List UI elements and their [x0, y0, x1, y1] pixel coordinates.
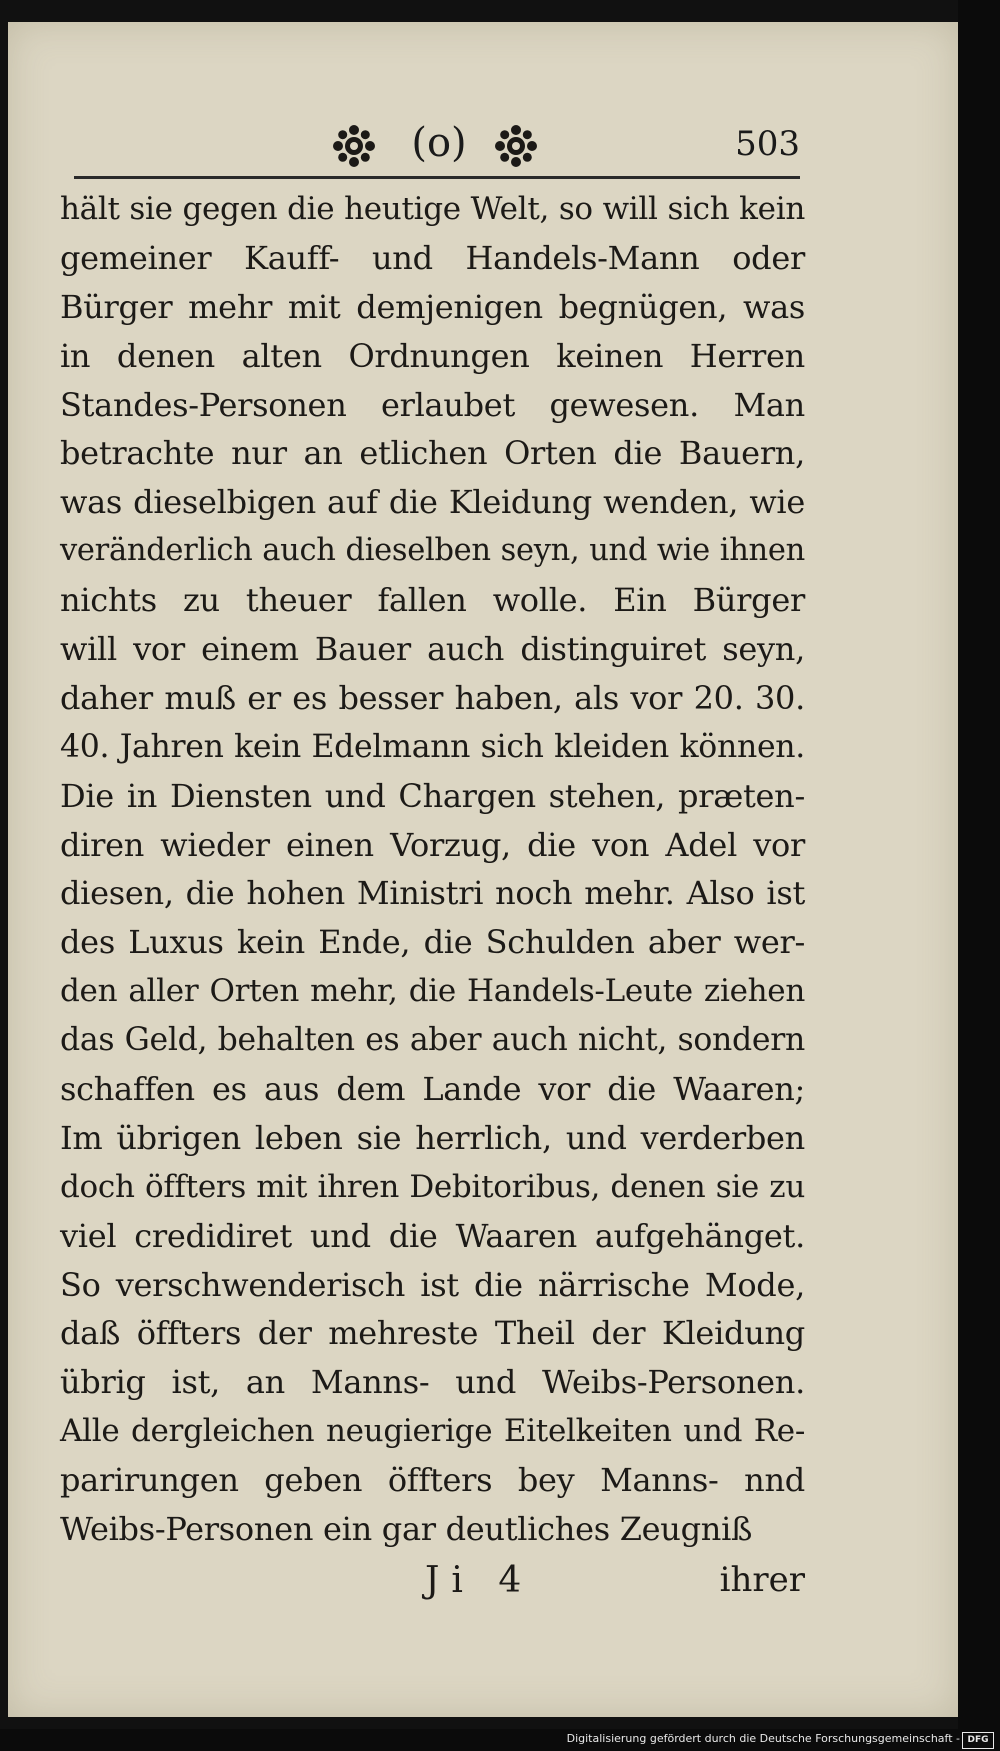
- text-line: veränderlich auch dieselben seyn, und wie ihnen: [60, 533, 805, 569]
- rosette-ornament-icon: [494, 124, 538, 168]
- text-line: parirungen geben öffters bey Manns- nnd: [60, 1461, 805, 1500]
- text-line: das Geld, behalten es aber auch nicht, sondern: [60, 1022, 805, 1059]
- body-text: [60, 185, 805, 1554]
- page-header: [74, 118, 800, 174]
- rosette-ornament-icon: [332, 124, 376, 168]
- page-edge-shadow: [958, 0, 1000, 1751]
- text-line: gemeiner Kauff- und Handels-Mann oder: [60, 238, 805, 277]
- text-line: Die in Diensten und Chargen stehen, præten-: [60, 776, 805, 815]
- signature-mark: Ji 4: [425, 1560, 534, 1601]
- text-line: den aller Orten mehr, die Handels-Leute ziehen: [60, 973, 805, 1010]
- text-line: hält sie gegen die heutige Welt, so will sich kein: [60, 191, 805, 227]
- text-line: daß öffters der mehreste Theil der Kleidung: [60, 1314, 805, 1353]
- text-line: 40. Jahren kein Edelmann sich kleiden können.: [60, 728, 805, 765]
- catchword: ihrer: [719, 1560, 805, 1600]
- text-line: schaffen es aus dem Lande vor die Waaren;: [60, 1070, 805, 1109]
- credit-text: Digitalisierung gefördert durch die Deutsche Forschungsgemeinschaft -: [566, 1732, 960, 1745]
- text-line: doch öffters mit ihren Debitoribus, denen sie zu: [60, 1168, 805, 1205]
- text-line: was dieselbigen auf die Kleidung wenden, wie: [60, 483, 805, 522]
- page-footer: [60, 1560, 805, 1610]
- text-line: Standes-Personen erlaubet gewesen. Man: [60, 385, 805, 424]
- dfg-logo[interactable]: DFG: [962, 1732, 994, 1749]
- text-line: nichts zu theuer fallen wolle. Ein Bürger: [60, 581, 805, 620]
- page-number: 503: [735, 124, 800, 164]
- text-line: diren wieder einen Vorzug, die von Adel vor: [60, 825, 805, 864]
- text-line: will vor einem Bauer auch distinguiret seyn,: [60, 630, 805, 669]
- text-line: in denen alten Ordnungen keinen Herren: [60, 336, 805, 375]
- text-line: So verschwenderisch ist die närrische Mode,: [60, 1265, 805, 1304]
- text-line: übrig ist, an Manns- und Weibs-Personen.: [60, 1363, 805, 1402]
- text-line: betrachte nur an etlichen Orten die Bauern,: [60, 434, 805, 473]
- text-line: viel credidiret und die Waaren aufgehänget.: [60, 1216, 805, 1255]
- text-line: diesen, die hohen Ministri noch mehr. Also ist: [60, 874, 805, 913]
- text-line: Bürger mehr mit demjenigen begnügen, was: [60, 287, 805, 326]
- text-line: des Luxus kein Ende, die Schulden aber wer-: [60, 923, 805, 962]
- credit-bar: [0, 1729, 1000, 1751]
- text-line: Weibs-Personen ein gar deutliches Zeugniß: [60, 1510, 753, 1549]
- text-line: daher muß er es besser haben, als vor 20. 30.: [60, 678, 805, 717]
- header-rule: [74, 176, 800, 179]
- text-line: Im übrigen leben sie herrlich, und verderben: [60, 1118, 805, 1157]
- page-marker: (o): [411, 120, 467, 166]
- text-line: Alle dergleichen neugierige Eitelkeiten und Re-: [60, 1413, 805, 1450]
